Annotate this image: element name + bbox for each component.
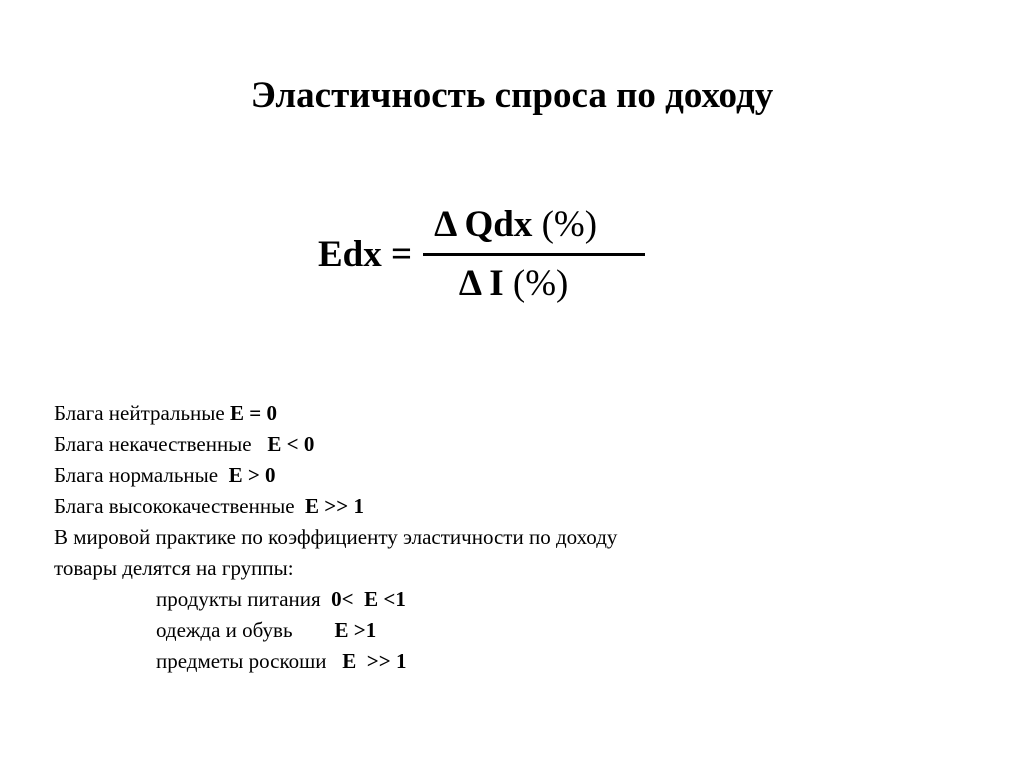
goods-label: Блага некачественные — [54, 432, 268, 456]
denominator-symbol: Δ I — [458, 262, 504, 304]
goods-value: E >> 1 — [305, 494, 364, 518]
goods-label: Блага нормальные — [54, 463, 229, 487]
text-body — [54, 398, 617, 677]
slide-title: Эластичность спроса по доходу — [250, 75, 774, 116]
group-value: 0< E <1 — [331, 587, 406, 611]
denominator-unit: (%) — [512, 262, 569, 304]
goods-item-luxury — [54, 491, 617, 522]
goods-label: Блага высококачественные — [54, 494, 306, 518]
fraction-bar — [423, 253, 645, 256]
intro-line-1: В мировой практике по коэффициенту эластичности по доходу — [54, 525, 618, 549]
formula-fraction — [422, 201, 645, 308]
group-label: предметы роскоши — [156, 649, 343, 673]
formula-lhs: Edx = — [318, 233, 413, 275]
goods-item-normal — [54, 460, 617, 491]
formula-numerator — [422, 201, 645, 249]
group-label: одежда и обувь — [156, 618, 335, 642]
group-item-luxury — [54, 646, 617, 677]
numerator-unit: (%) — [541, 203, 598, 245]
numerator-symbol: Δ Qdx — [434, 203, 533, 245]
group-value: E >1 — [334, 618, 377, 642]
goods-item-inferior — [54, 429, 617, 460]
goods-value: E < 0 — [267, 432, 315, 456]
group-value: E >> 1 — [342, 649, 407, 673]
elasticity-formula — [318, 198, 645, 310]
goods-label: Блага нейтральные — [54, 401, 230, 425]
group-label: продукты питания — [156, 587, 332, 611]
group-item-food — [54, 584, 617, 615]
goods-value: E > 0 — [228, 463, 276, 487]
goods-value: E = 0 — [229, 401, 277, 425]
intro-line-2: товары делятся на группы: — [54, 556, 294, 580]
group-item-clothing — [54, 615, 617, 646]
formula-denominator — [459, 260, 609, 308]
goods-item-neutral — [54, 398, 617, 429]
